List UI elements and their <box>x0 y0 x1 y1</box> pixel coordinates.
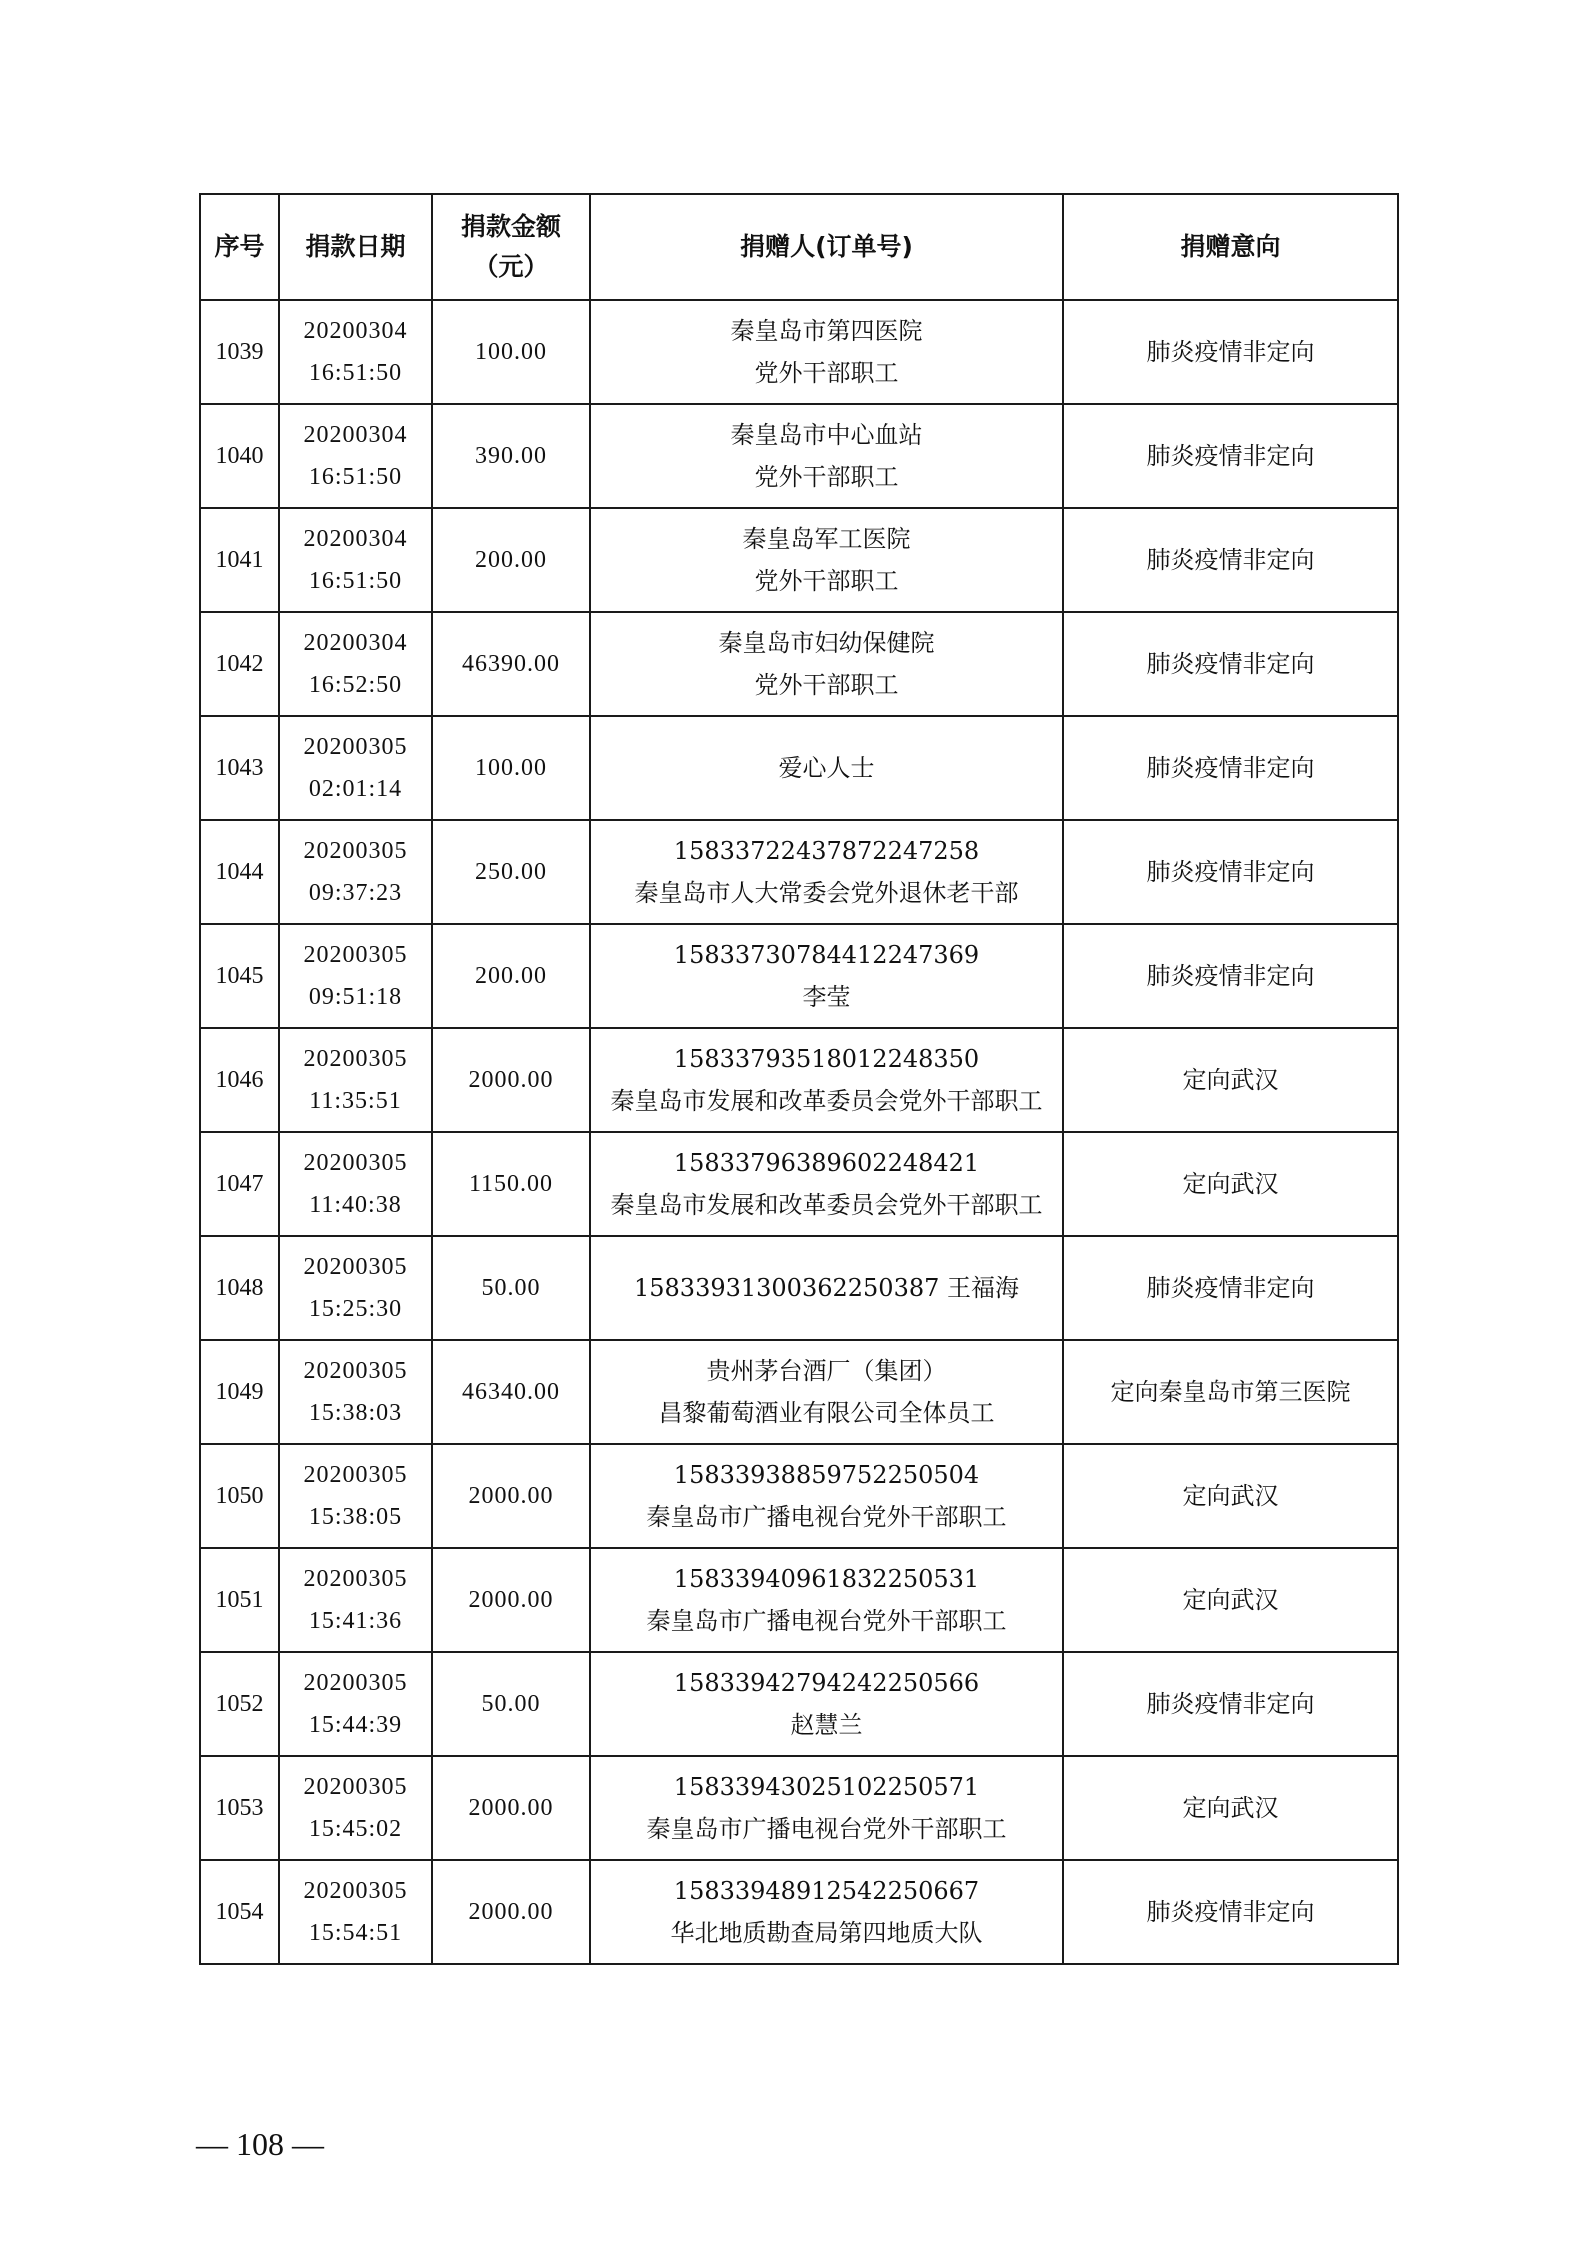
amount-cell: 50.00 <box>432 1652 590 1756</box>
date-text: 20200304 <box>303 526 408 552</box>
header-seq: 序号 <box>200 194 279 300</box>
intent-cell: 肺炎疫情非定向 <box>1063 924 1398 1028</box>
date-cell <box>279 508 432 612</box>
donor-cell <box>590 1028 1063 1132</box>
date-cell <box>279 404 432 508</box>
donor-line2: 秦皇岛市广播电视台党外干部职工 <box>646 1607 1007 1635</box>
header-intent: 捐赠意向 <box>1063 194 1398 300</box>
amount-cell: 390.00 <box>432 404 590 508</box>
donor-line1: 15833942794242250566 <box>673 1669 980 1697</box>
amount-cell: 250.00 <box>432 820 590 924</box>
time-text: 15:38:03 <box>308 1400 403 1426</box>
header-date: 捐款日期 <box>279 194 432 300</box>
date-cell <box>279 820 432 924</box>
date-text: 20200305 <box>303 1358 408 1384</box>
table-row <box>200 300 1398 404</box>
time-text: 16:51:50 <box>308 568 403 594</box>
donor-line1: 15833796389602248421 <box>673 1149 980 1177</box>
intent-cell: 肺炎疫情非定向 <box>1063 508 1398 612</box>
header-donor: 捐赠人(订单号) <box>590 194 1063 300</box>
date-text: 20200305 <box>303 1254 408 1280</box>
table-row <box>200 1132 1398 1236</box>
amount-cell: 200.00 <box>432 508 590 612</box>
date-cell <box>279 300 432 404</box>
date-text: 20200305 <box>303 1462 408 1488</box>
amount-cell: 50.00 <box>432 1236 590 1340</box>
donation-table <box>199 193 1399 1965</box>
donor-line1: 秦皇岛市妇幼保健院 <box>718 629 935 657</box>
donor-cell <box>590 612 1063 716</box>
date-text: 20200305 <box>303 942 408 968</box>
seq-cell: 1046 <box>200 1028 279 1132</box>
seq-cell: 1048 <box>200 1236 279 1340</box>
date-cell <box>279 1236 432 1340</box>
table-row <box>200 1340 1398 1444</box>
donor-line2: 党外干部职工 <box>754 567 899 595</box>
seq-cell: 1042 <box>200 612 279 716</box>
header-amount-line1: 捐款金额 <box>460 212 561 241</box>
donor-cell <box>590 1132 1063 1236</box>
time-text: 02:01:14 <box>308 776 403 802</box>
intent-cell: 肺炎疫情非定向 <box>1063 1652 1398 1756</box>
page-number: — 108 — <box>196 2126 324 2162</box>
table-row <box>200 1652 1398 1756</box>
donor-cell <box>590 1444 1063 1548</box>
donor-cell <box>590 1340 1063 1444</box>
table-row <box>200 1444 1398 1548</box>
amount-cell: 100.00 <box>432 716 590 820</box>
date-cell <box>279 1548 432 1652</box>
table-row <box>200 612 1398 716</box>
seq-cell: 1054 <box>200 1860 279 1964</box>
table-row <box>200 1548 1398 1652</box>
date-cell <box>279 1028 432 1132</box>
seq-cell: 1051 <box>200 1548 279 1652</box>
amount-cell: 2000.00 <box>432 1444 590 1548</box>
donor-cell <box>590 508 1063 612</box>
donor-line1: 15833938859752250504 <box>673 1461 980 1489</box>
header-amount <box>432 194 590 300</box>
intent-cell: 肺炎疫情非定向 <box>1063 612 1398 716</box>
amount-cell: 100.00 <box>432 300 590 404</box>
time-text: 15:54:51 <box>308 1920 403 1946</box>
date-text: 20200304 <box>303 318 408 344</box>
donor-line1: 秦皇岛市第四医院 <box>730 317 923 345</box>
amount-cell: 46340.00 <box>432 1340 590 1444</box>
intent-cell: 定向武汉 <box>1063 1756 1398 1860</box>
donor-line2: 秦皇岛市发展和改革委员会党外干部职工 <box>610 1087 1043 1115</box>
table-row <box>200 1028 1398 1132</box>
table-row <box>200 1756 1398 1860</box>
donor-cell <box>590 300 1063 404</box>
donor-line1: 15833948912542250667 <box>673 1877 980 1905</box>
donor-line2: 党外干部职工 <box>754 671 899 699</box>
date-cell <box>279 1652 432 1756</box>
amount-cell: 2000.00 <box>432 1756 590 1860</box>
donor-cell <box>590 1652 1063 1756</box>
donor-line1: 15833730784412247369 <box>673 941 980 969</box>
date-cell <box>279 1756 432 1860</box>
table-body <box>200 300 1398 1964</box>
intent-cell: 定向武汉 <box>1063 1444 1398 1548</box>
donor-cell <box>590 716 1063 820</box>
time-text: 16:52:50 <box>308 672 403 698</box>
date-cell <box>279 716 432 820</box>
donor-cell <box>590 820 1063 924</box>
seq-cell: 1044 <box>200 820 279 924</box>
amount-cell: 2000.00 <box>432 1548 590 1652</box>
date-cell <box>279 1860 432 1964</box>
donor-cell <box>590 404 1063 508</box>
donor-line1: 爱心人士 <box>778 754 875 782</box>
donor-line2: 秦皇岛市人大常委会党外退休老干部 <box>634 879 1019 907</box>
seq-cell: 1047 <box>200 1132 279 1236</box>
table-row <box>200 404 1398 508</box>
donor-line2: 赵慧兰 <box>790 1711 863 1739</box>
donor-line1: 15833722437872247258 <box>673 837 980 865</box>
seq-cell: 1043 <box>200 716 279 820</box>
donor-cell <box>590 1236 1063 1340</box>
time-text: 15:41:36 <box>308 1608 403 1634</box>
date-cell <box>279 1444 432 1548</box>
date-text: 20200305 <box>303 838 408 864</box>
date-text: 20200305 <box>303 1670 408 1696</box>
donor-line1: 15833940961832250531 <box>673 1565 980 1593</box>
intent-cell: 定向武汉 <box>1063 1132 1398 1236</box>
time-text: 09:51:18 <box>308 984 403 1010</box>
donor-line2: 秦皇岛市广播电视台党外干部职工 <box>646 1815 1007 1843</box>
date-cell <box>279 924 432 1028</box>
donor-line2: 秦皇岛市广播电视台党外干部职工 <box>646 1503 1007 1531</box>
donor-cell <box>590 1860 1063 1964</box>
intent-cell: 肺炎疫情非定向 <box>1063 404 1398 508</box>
seq-cell: 1041 <box>200 508 279 612</box>
seq-cell: 1045 <box>200 924 279 1028</box>
table-row <box>200 820 1398 924</box>
time-text: 11:40:38 <box>309 1192 402 1218</box>
time-text: 15:38:05 <box>308 1504 403 1530</box>
seq-cell: 1050 <box>200 1444 279 1548</box>
time-text: 15:25:30 <box>308 1296 403 1322</box>
date-cell <box>279 612 432 716</box>
table-row <box>200 924 1398 1028</box>
donor-cell <box>590 924 1063 1028</box>
date-text: 20200305 <box>303 1566 408 1592</box>
amount-cell: 2000.00 <box>432 1028 590 1132</box>
donor-line2: 党外干部职工 <box>754 359 899 387</box>
intent-cell: 定向秦皇岛市第三医院 <box>1063 1340 1398 1444</box>
intent-cell: 肺炎疫情非定向 <box>1063 1236 1398 1340</box>
date-text: 20200305 <box>303 734 408 760</box>
donor-line1: 贵州茅台酒厂（集团） <box>706 1357 947 1385</box>
date-cell <box>279 1340 432 1444</box>
table-row <box>200 716 1398 820</box>
intent-cell: 肺炎疫情非定向 <box>1063 716 1398 820</box>
seq-cell: 1040 <box>200 404 279 508</box>
date-text: 20200305 <box>303 1878 408 1904</box>
time-text: 16:51:50 <box>308 464 403 490</box>
table-header-row <box>200 194 1398 300</box>
time-text: 15:45:02 <box>308 1816 403 1842</box>
date-text: 20200304 <box>303 422 408 448</box>
donor-line2: 党外干部职工 <box>754 463 899 491</box>
header-amount-line2: （元） <box>473 252 549 281</box>
intent-cell: 定向武汉 <box>1063 1548 1398 1652</box>
donor-line1: 秦皇岛市中心血站 <box>730 421 923 449</box>
intent-cell: 肺炎疫情非定向 <box>1063 1860 1398 1964</box>
amount-cell: 2000.00 <box>432 1860 590 1964</box>
seq-cell: 1039 <box>200 300 279 404</box>
time-text: 09:37:23 <box>308 880 403 906</box>
date-text: 20200305 <box>303 1774 408 1800</box>
donor-line2: 昌黎葡萄酒业有限公司全体员工 <box>658 1399 995 1427</box>
time-text: 11:35:51 <box>309 1088 402 1114</box>
donor-line1: 15833931300362250387 王福海 <box>633 1274 1020 1302</box>
table-row <box>200 1860 1398 1964</box>
date-text: 20200304 <box>303 630 408 656</box>
time-text: 16:51:50 <box>308 360 403 386</box>
seq-cell: 1052 <box>200 1652 279 1756</box>
donor-line2: 秦皇岛市发展和改革委员会党外干部职工 <box>610 1191 1043 1219</box>
seq-cell: 1053 <box>200 1756 279 1860</box>
intent-cell: 肺炎疫情非定向 <box>1063 820 1398 924</box>
amount-cell: 46390.00 <box>432 612 590 716</box>
table-row <box>200 508 1398 612</box>
date-text: 20200305 <box>303 1046 408 1072</box>
donor-line2: 李莹 <box>802 983 851 1011</box>
amount-cell: 1150.00 <box>432 1132 590 1236</box>
donor-line1: 15833943025102250571 <box>673 1773 980 1801</box>
donor-cell <box>590 1548 1063 1652</box>
intent-cell: 肺炎疫情非定向 <box>1063 300 1398 404</box>
table-row <box>200 1236 1398 1340</box>
donor-line2: 华北地质勘查局第四地质大队 <box>670 1919 983 1947</box>
intent-cell: 定向武汉 <box>1063 1028 1398 1132</box>
amount-cell: 200.00 <box>432 924 590 1028</box>
donor-line1: 15833793518012248350 <box>673 1045 980 1073</box>
time-text: 15:44:39 <box>308 1712 403 1738</box>
date-cell <box>279 1132 432 1236</box>
seq-cell: 1049 <box>200 1340 279 1444</box>
date-text: 20200305 <box>303 1150 408 1176</box>
donor-line1: 秦皇岛军工医院 <box>742 525 911 553</box>
donor-cell <box>590 1756 1063 1860</box>
